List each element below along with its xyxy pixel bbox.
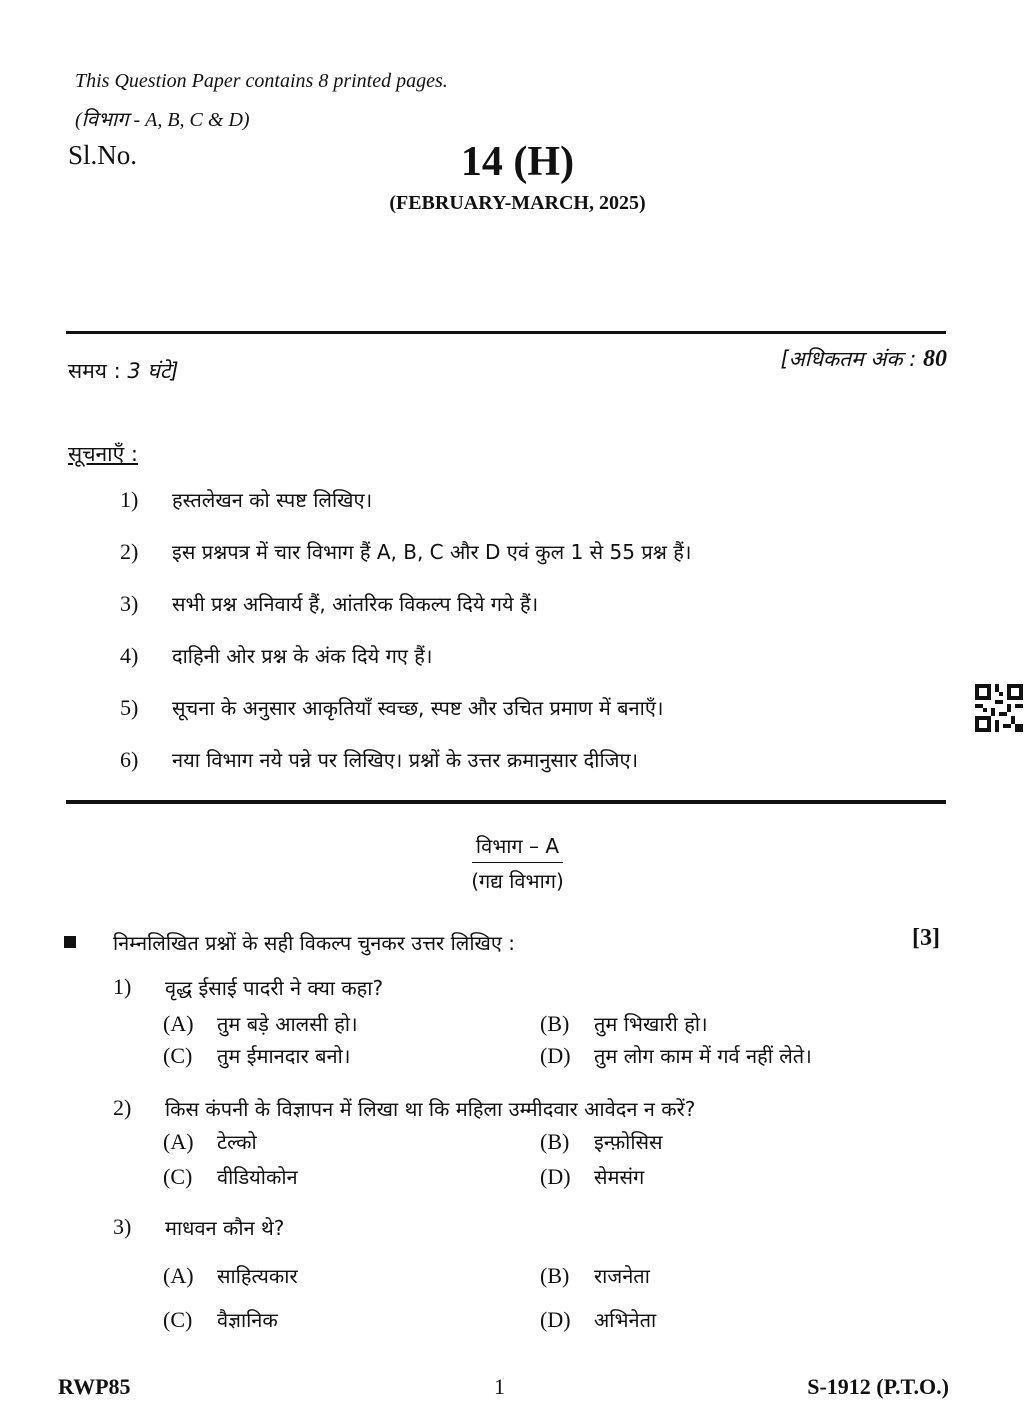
option-b <box>540 1010 708 1037</box>
max-marks-value: 80 <box>923 346 947 372</box>
instruction-item <box>120 642 432 669</box>
square-bullet-icon <box>64 936 76 948</box>
instruction-number: 5) <box>120 695 139 720</box>
instruction-number: 4) <box>120 643 139 668</box>
instruction-number: 3) <box>120 591 139 616</box>
option-label: (A) <box>163 1011 194 1036</box>
paper-code: 14 (H) <box>460 139 575 185</box>
option-text: वैज्ञानिक <box>217 1308 278 1332</box>
time-label: समय : <box>68 359 121 383</box>
section-subtitle: (गद्य विभाग) <box>471 869 564 893</box>
max-marks-label: [अधिकतम अंक : <box>780 347 917 371</box>
option-text: टेल्को <box>217 1130 257 1154</box>
time-allowed <box>68 357 179 385</box>
instructions-divider <box>66 800 946 804</box>
qr-code-icon <box>975 684 1023 732</box>
option-text: अभिनेता <box>594 1308 657 1332</box>
option-text: वीडियोकोन <box>217 1165 298 1189</box>
option-label: (B) <box>540 1011 570 1036</box>
option-label: (B) <box>540 1129 570 1154</box>
option-c <box>163 1163 298 1190</box>
sections-note: (विभाग - A, B, C & D) <box>75 109 250 131</box>
instruction-text: दाहिनी ओर प्रश्न के अंक दिये गए हैं। <box>172 644 433 668</box>
option-text: तुम लोग काम में गर्व नहीं लेते। <box>594 1044 812 1068</box>
exam-session: (FEBRUARY-MARCH, 2025) <box>389 192 646 214</box>
option-d <box>540 1163 644 1190</box>
question-text: वृद्ध ईसाई पादरी ने क्या कहा? <box>165 976 384 1000</box>
option-label: (D) <box>540 1164 571 1189</box>
instructions-heading: सूचनाएँ : <box>68 442 138 466</box>
instruction-item <box>120 694 663 721</box>
option-c <box>163 1306 278 1333</box>
top-divider <box>66 331 946 334</box>
option-a <box>163 1262 298 1289</box>
question-marks: [3] <box>912 925 940 951</box>
question-text: माधवन कौन थे? <box>165 1216 285 1240</box>
option-text: सेमसंग <box>594 1165 645 1189</box>
question-number: 1) <box>113 974 132 999</box>
option-label: (D) <box>540 1307 571 1332</box>
option-text: तुम बड़े आलसी हो। <box>217 1012 358 1036</box>
instruction-text: हस्तलेखन को स्पष्ट लिखिए। <box>172 488 373 512</box>
option-b <box>540 1262 650 1289</box>
option-a <box>163 1128 257 1155</box>
instruction-item <box>120 538 691 565</box>
question-instruction: निम्नलिखित प्रश्नों के सही विकल्प चुनकर उत्तर लिखिए : <box>113 931 516 955</box>
instruction-item <box>120 746 638 773</box>
section-title-text: विभाग – A <box>472 832 563 863</box>
instruction-item <box>120 590 538 617</box>
option-text: तुम ईमानदार बनो। <box>217 1044 351 1068</box>
option-text: तुम भिखारी हो। <box>594 1012 708 1036</box>
option-a <box>163 1010 358 1037</box>
instruction-text: सभी प्रश्न अनिवार्य हैं, आंतरिक विकल्प दिये गये हैं। <box>172 592 539 616</box>
instruction-number: 2) <box>120 539 139 564</box>
instruction-text: इस प्रश्नपत्र में चार विभाग हैं A, B, C और D एवं कुल 1 से 55 प्रश्न हैं। <box>172 540 692 564</box>
question-text: किस कंपनी के विज्ञापन में लिखा था कि महिला उम्मीदवार आवेदन न करें? <box>165 1097 696 1121</box>
option-label: (C) <box>163 1307 193 1332</box>
serial-number-label: Sl.No. <box>68 140 138 170</box>
option-c <box>163 1042 350 1069</box>
option-label: (C) <box>163 1043 193 1068</box>
option-label: (A) <box>163 1263 194 1288</box>
option-label: (B) <box>540 1263 570 1288</box>
question-number: 3) <box>113 1214 132 1239</box>
option-b <box>540 1128 663 1155</box>
footer-code: RWP85 <box>58 1374 131 1399</box>
question-number: 2) <box>113 1095 132 1120</box>
instruction-text: नया विभाग नये पन्ने पर लिखिए। प्रश्नों के उत्तर क्रमानुसार दीजिए। <box>172 748 639 772</box>
instruction-number: 1) <box>120 487 139 512</box>
section-title <box>0 832 1035 863</box>
instruction-text: सूचना के अनुसार आकृतियाँ स्वच्छ, स्पष्ट और उचित प्रमाण में बनाएँ। <box>172 696 664 720</box>
max-marks <box>780 345 947 373</box>
pages-note: This Question Paper contains 8 printed pages. <box>75 70 448 92</box>
option-label: (C) <box>163 1164 193 1189</box>
instruction-item <box>120 486 372 513</box>
footer-series: S-1912 (P.T.O.) <box>807 1374 949 1399</box>
time-value: 3 घंटे] <box>127 359 179 383</box>
option-label: (D) <box>540 1043 571 1068</box>
instruction-number: 6) <box>120 747 139 772</box>
page-number: 1 <box>494 1374 505 1399</box>
option-text: इन्फ़ोसिस <box>594 1130 663 1154</box>
option-d <box>540 1306 656 1333</box>
option-text: राजनेता <box>594 1264 650 1288</box>
option-d <box>540 1042 812 1069</box>
option-text: साहित्यकार <box>217 1264 298 1288</box>
option-label: (A) <box>163 1129 194 1154</box>
